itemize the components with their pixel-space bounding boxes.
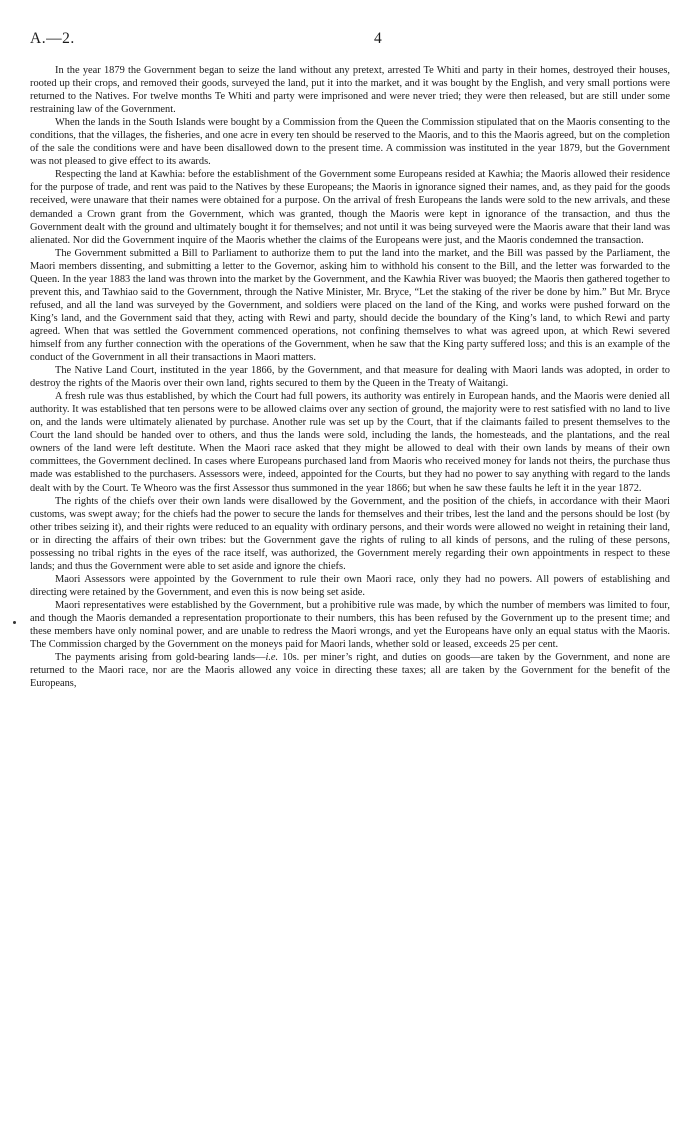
paragraph-kawhia-land: Respecting the land at Kawhia: before the establishment of the Government some Europeans resided at Kawhia; the Maoris allowed their residence for the purpose of trade, and rent was paid to the Natives by these Europeans; the Maoris in ignorance signed their names, and, as they paid for the goods received, were unaware that their names were obtained for a purpose. On the arrival of fresh Europeans the lands were sold to the new arrivals, and these demanded a Crown grant from the Government, which was granted, though the Maoris were kept in ignorance of the transaction, and thus the Government dealt with the ground and ultimately bought it for themselves; and not until it was being surveyed were the Maoris aware that their land was alienated. Nor did the Government inquire of the Maoris whether the claims of the Europeans were just, and the Maoris condemned the transaction. xyxy=(30,169,670,246)
paragraph-native-land-court: The Native Land Court, instituted in the year 1866, by the Government, and that measure for dealing with Maori lands was adopted, in order to destroy the rights of the Maoris over their own land, rights secured to them by the Queen in the Treaty of Waitangi. xyxy=(30,365,670,390)
paragraph-rights-of-chiefs: The rights of the chiefs over their own lands were disallowed by the Government, and the position of the chiefs, in accordance with their Maori customs, was swept away; for the chiefs had the power to secure the lands for themselves and their tribes, lest the land and the persons should be lost (by other tribes seizing it), and their rights were reduced to an equality with ordinary persons, and their words were allowed no weight in retaining their land, or in directing the affairs of their own tribes: but the Government gave the rights of ruling to all kinds of persons, and the ruling of these persons, possessing no tribal rights in the eyes of the race itself, was authorized, the Government merely regarding their own appointments in respect to these lands; and thus the Government were able to set aside and ignore the chiefs. xyxy=(30,495,670,572)
text-segment: 10s. per miner’s right, and duties on goods—are taken by the Government, and none are returned to the Maori race, nor are the Maoris allowed any voice in directing these taxes; all are taken by the Government for the benefit of the Europeans, xyxy=(30,652,670,690)
page-header xyxy=(30,30,670,52)
paragraph-te-whiti: In the year 1879 the Government began to seize the land without any pretext, arrested Te Whiti and party in their homes, destroyed their houses, rooted up their crops, and removed their goods, surveyed the land, put it into the market, and it was bought by the English, and very small portions were returned to the Natives. For twelve months Te Whiti and party were imprisoned and were never tried; they were then released, but are still under some restraining law of the Government. xyxy=(30,65,670,116)
document-reference: A.—2. xyxy=(30,30,75,47)
text-segment: The payments arising from gold-bearing lands— xyxy=(55,652,266,664)
paragraph-maori-assessors: Maori Assessors were appointed by the Government to rule their own Maori race, only they had no powers. All powers of establishing and directing were retained by the Government, and even this is now being set aside. xyxy=(30,573,670,598)
document-body xyxy=(30,64,670,690)
page-number: 4 xyxy=(374,30,382,47)
paragraph-maori-representatives: Maori representatives were established by the Government, but a prohibitive rule was made, by which the number of members was limited to four, and though the Maoris demanded a representation proportionate to their numbers, this has been refused by the Government up to the present time; and these members have only nominal power, and are unable to redress the Maori wrongs, and yet the Europeans have only an equal status with the Maoris. The Commission charged by the Government on the moneys paid for Maori lands, whether sold or leased, exceeds 25 per cent. xyxy=(30,599,670,651)
italic-abbreviation: i.e. xyxy=(265,652,279,664)
paragraph-gold-bearing-lands xyxy=(30,651,670,690)
paragraph-south-islands: When the lands in the South Islands were bought by a Commission from the Queen the Commission stipulated that on the Maoris consenting to the conditions, that the villages, the fisheries, and one acre in every ten should be reserved to the Maoris, and to this the Maoris agreed, but on the completion of the sale the conditions were and have been disallowed down to the present time. A commission was instituted in the year 1879, but the Government was not pleased to give effect to its awards. xyxy=(30,117,671,168)
margin-mark xyxy=(13,621,16,624)
paragraph-fresh-rule: A fresh rule was thus established, by which the Court had full powers, its authority was entirely in European hands, and the Maoris were denied all authority. It was established that ten persons were to be allowed claims over any section of ground, the majority were to rest satisfied with no land to live on, and the lands were ultimately alienated by purchase. Another rule was set up by the Court, that if the claimants failed to present themselves to the Court the land should be handed over to others, and thus the lands were sold, including the lands, the homesteads, and the plantations, and the real owners of the land were left destitute. When the Maori race asked that they might be allowed to deal with their own lands by means of their own committees, the Government declined. In cases where Europeans purchased land from Maoris who received money for lands not theirs, the purchase thus made was established to the purchasers. Assessors were, indeed, appointed for the Courts, but they had no power to say anything with regard to the lands dealt with by the Court. Te Wheoro was the first Assessor thus summoned in the year 1866; but when he saw these faults he left it in the year 1872. xyxy=(30,391,670,494)
paragraph-parliament-bill: The Government submitted a Bill to Parliament to authorize them to put the land into the market, and the Bill was passed by the Parliament, the Maori members dissenting, and submitting a letter to the Governor, asking him to withhold his consent to the Bill, and the letter was forwarded to the Queen. In the year 1883 the land was thrown into the market by the Government, and the Kawhia River was buoyed; the Maoris then gathered together to prevent this, and Tawhiao said to the Government, through the Native Minister, Mr. Bryce, “Let the staking of the river be done by him.” But Mr. Bryce refused, and all the land was surveyed by the Government, and soldiers were placed on the land of the King, and works were pushed forward on the King’s land, and the Government said that they, acting with Rewi and party, should decide the boundary of the King’s land, to which Rewi and party agreed. When that was settled the Government commenced operations, not confining themselves to what was agreed upon, at which Rewi severed himself from any further connection with the operations of the Government, when he saw that the King party suffered loss; and this is an example of the conduct of the Government in all their transactions in Maori matters. xyxy=(30,247,670,364)
